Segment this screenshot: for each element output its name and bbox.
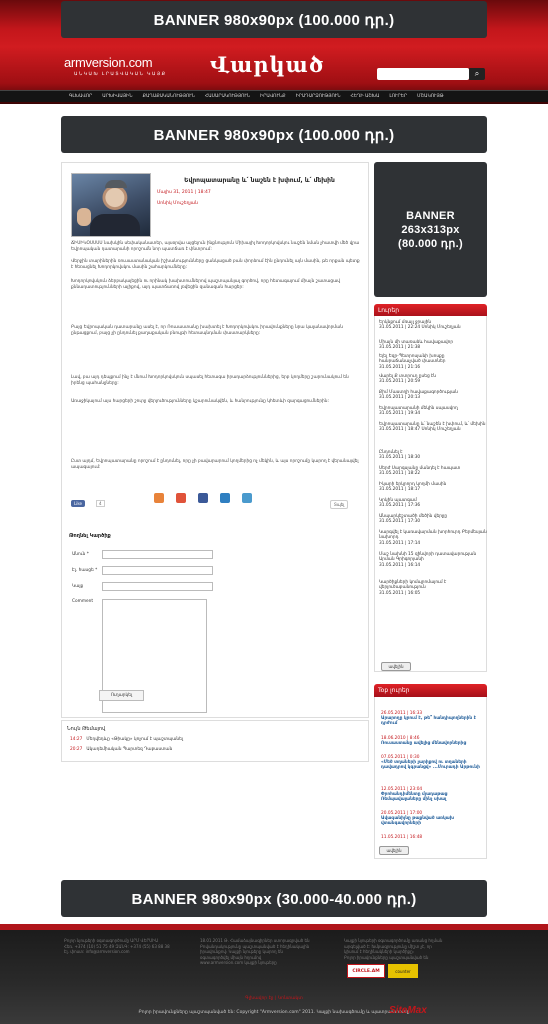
article-paragraph: Լավ, բա այդ դեպքում ինչ է մնում Խոդորկովսկուն սպասել հետագա իրադարձություններից, երբ կողմերը շարունակում են իրենց պահանջները: [71, 375, 349, 386]
top-news-date: 07.05.2011 | 0:30 [381, 755, 420, 760]
footer-line: Բոլոր իրավունքները պաշտպանված են [344, 954, 429, 960]
facebook-icon[interactable] [198, 493, 208, 503]
like-count: 4 [96, 500, 105, 507]
news-title[interactable]: Միայն մի տառաձև հավաքավոր [379, 340, 454, 345]
news-date: 31.05.2011 | 18:30 [379, 455, 421, 461]
news-item[interactable] [379, 406, 487, 417]
footer-line: օգտագործվել միայն հղումով [200, 954, 262, 960]
news-title[interactable]: Երկնքում մռայլ ջրային [379, 320, 432, 325]
related-item[interactable] [70, 747, 172, 752]
top-news-date: 26.05.2011 | 16:33 [381, 711, 423, 716]
footer-line: 18.01.2011 Թ. Համաձայնագիրներ ստորագրված են [200, 938, 310, 943]
twitter-icon[interactable] [220, 493, 230, 503]
news-date: 31.05.2011 | 18:22 [379, 471, 421, 477]
main-nav [0, 90, 548, 102]
nav-item[interactable]: ՔԱՂԱՔԱԿԱՆՈՒԹՅՈՒՆ [142, 94, 195, 99]
news-title[interactable]: Վարել Ք տտրուղ ըսեց էն [379, 374, 436, 379]
article-panel [61, 162, 369, 718]
side-banner-line: 263x313px [401, 223, 460, 236]
side-banner-line: BANNER [406, 209, 455, 222]
news-item[interactable] [379, 422, 487, 433]
logo-text: armversion.com [64, 55, 153, 70]
top-news-title[interactable]: Փրոհանդիմենտը մյադաթաց Ռեմպավալաները մինչ սխալ [381, 792, 448, 802]
news-title[interactable]: Եվրոպատարանը և՛ նաշեն է խփում, և՛ մեխին [379, 422, 486, 427]
news-item[interactable] [379, 580, 487, 596]
search-input[interactable] [377, 68, 469, 80]
news-item[interactable] [379, 374, 487, 385]
top-news-item[interactable] [381, 787, 481, 802]
news-title[interactable]: Քիմ Մաստղի հավաքագործության [379, 390, 458, 395]
rss-icon[interactable] [154, 493, 164, 503]
footer-line: կիսում է հեղինակների կարծիքը։ [344, 949, 414, 954]
news-item[interactable] [379, 498, 487, 509]
nav-item[interactable]: ԳԼԽԱՎՈՐ [69, 94, 93, 99]
top-news-title[interactable]: «Մեծ տղաների չարիքով ու տղաների դավադրով կգրանցվ» ...Մուրադի Արթունի [381, 760, 480, 770]
site-logo[interactable] [64, 55, 184, 83]
top-banner[interactable]: BANNER 980x90px (100.000 դր.) [61, 1, 487, 38]
news-date: 31.05.2011 | 16:14 [379, 562, 421, 568]
nav-item[interactable]: ՀԱՍԱՐԱԿՈՒԹՅՈՒՆ [204, 94, 251, 99]
news-title[interactable]: Եվրոպատարանի մեկին սպասվող [379, 406, 458, 411]
article-paragraph: ՃԻՍԻԿՕՍՍՍՍ նախկին սեփականատեր, այսօրվա այցելուն ինքնություն Միխայիլ Խոդորկովսկու նաշեն նման չհատվի մեծ վրա Եվրոպական դատարանի որոշումն նոր պատճառ է փնտրում: [71, 241, 360, 252]
news-heading: Լուրեր [374, 304, 487, 317]
nav-item[interactable]: ՀԵՂԻ ԱՇԽԱ [350, 94, 380, 99]
comment-label: Comment [72, 599, 94, 604]
news-item[interactable] [379, 482, 487, 493]
email-label: Էլ. hասցե * [72, 568, 98, 573]
news-item[interactable] [379, 514, 487, 525]
news-title[interactable]: Ընդունել է [379, 450, 403, 455]
news-item[interactable] [379, 552, 487, 568]
news-title[interactable]: Կարծիքների կոմպրոմայում է վերլուծաբանություն [379, 580, 447, 591]
news-date: 31.05.2011 | 20:59 [379, 379, 421, 385]
news-date: 31.05.2011 | 20:13 [379, 395, 421, 401]
news-title[interactable]: Կարգվել է կառավարման խորհուրդ Բերմեսյան նախորդ [379, 530, 487, 541]
article-author[interactable]: Սոնիկ Մուշեղյան [157, 201, 198, 206]
news-item[interactable] [379, 390, 487, 401]
related-time: 20:27 [70, 747, 83, 752]
footer-notes [200, 938, 320, 966]
top-news-date: 12.05.2011 | 23:04 [381, 787, 423, 792]
footer-band [0, 924, 548, 930]
related-title[interactable]: Ակադեմիական Պարտեզ Դաբաստան [86, 747, 173, 752]
news-title[interactable]: Մաշ նախնի 15 զինվորի դատավարության Արման Գրիգորյանի [379, 552, 477, 563]
top-news-list [374, 697, 487, 859]
news-date: 31.05.2011 | 18:47 Սոնիկ Մուշեղյան [379, 427, 461, 433]
top-news-item[interactable] [381, 755, 481, 770]
footer-line: իրավունքով։ Կայքի նյութերը կարող են [200, 949, 283, 954]
footer-line: Հեռ. +374 (10) 51 75 49 ԶԱՆԳ: +374 (55) 63 88 38 [64, 943, 170, 949]
footer-line: Բովանդակությունը պաշտպանված է հեղինակային [200, 943, 310, 949]
related-heading: Նույն Թեմայով [67, 726, 106, 732]
top-news-item[interactable] [381, 736, 481, 746]
site-field[interactable] [102, 582, 213, 591]
news-title[interactable]: Կրկին պատգամ [379, 498, 417, 503]
related-panel [61, 720, 369, 762]
top-news-title[interactable]: Ռուսաստանը ավելից մենավորներից [381, 741, 467, 746]
middle-banner[interactable]: BANNER 980x90px (100.000 դր.) [61, 116, 487, 153]
footer-line[interactable]: Էլ. փոստ: info@armversion.com [64, 949, 130, 954]
top-news-item[interactable] [381, 811, 481, 826]
news-date: 31.05.2011 | 22:24 Սոնիկ Մուշեղյան [379, 325, 461, 331]
news-date: 31.05.2011 | 21:38 [379, 345, 421, 351]
news-date: 31.05.2011 | 17:36 [379, 503, 421, 509]
top-news-more-button[interactable]: ավելին [379, 846, 409, 855]
news-title[interactable]: Սերժ Սարգսյանը մանդել է հապատ [379, 466, 461, 471]
top-news-title[interactable]: Ավագանիյնը թաքնված առկախ վտանգավորների [381, 816, 454, 826]
logo-subtext: ԱՆԿԱԽ ԼՐԱՏՎԱԿԱՆ ԿԱՅՔ [74, 71, 167, 76]
top-news-date: 18.06.2010 | 8:46 [381, 736, 420, 741]
submit-button[interactable]: Ուղարկել [99, 690, 144, 701]
related-time: 14:27 [70, 737, 83, 742]
news-date: 31.05.2011 | 16:05 [379, 590, 421, 596]
news-item[interactable] [379, 320, 487, 331]
nav-item[interactable]: ԻՐԱՎՈՒՆՔ [260, 94, 286, 99]
site-label: Կայք [72, 584, 84, 589]
news-date: 31.05.2011 | 17:30 [379, 519, 421, 525]
article-paragraph: Խոդորկովսկուն ձերբակալեցին ու որինակ խախտումներով պաշտպանյալ գործով, որը հետագայում միայն շատացավ քննադատությունների ալիքով, այդ պատճառով լռվեցին զանազան հարցեր: [71, 279, 341, 290]
news-list [374, 316, 487, 672]
comment-heading: Թողնել Կարծիք [69, 533, 111, 539]
article-paragraph: Առաջիկայում այս հարցերի շուրջ վերլուծությունները կշարունակվեն, և հանրությունը կհետևի զարգացումներին: [71, 399, 329, 404]
name-field[interactable] [102, 550, 213, 559]
top-news-date: 20.05.2011 | 17:00 [381, 811, 423, 816]
news-more-button[interactable]: ավելին [381, 662, 411, 671]
news-item[interactable] [379, 450, 487, 461]
related-title[interactable]: Մեդվեդևը «Թիակը» կոչում է պաշտպանել [86, 737, 184, 742]
circle-am-badge[interactable]: CIRCLE.AM [347, 964, 385, 978]
footer-line: Կայքի նյութերի օգտագործումը առանց հղման [344, 938, 443, 943]
section-title: Վարկած [210, 52, 325, 77]
like-button[interactable]: Like [71, 500, 85, 507]
news-date: 31.05.2011 | 18:17 [379, 487, 421, 493]
nav-item[interactable]: ԻՐԱԴԱՐՁՈՒԹՅՈՒՆ [295, 94, 341, 99]
article-paragraph: Վերջին տարիներին ռուսաստանական իշխանությունները ցանկացած բան փորձում էին ընդունել այն մասին, թե որքան պետք է հեռացնել Խոդորկովսկու մասին շահարկումները: [71, 259, 360, 270]
top-news-heading: Top լուրեր [374, 684, 487, 697]
news-item[interactable] [379, 466, 487, 477]
top-news-item[interactable] [381, 835, 481, 840]
top-news-date: 11.05.2011 | 16:48 [381, 835, 423, 840]
footer-links[interactable]: Գլխավոր էջ | Կոնտակտ [245, 996, 303, 1001]
share-icons [154, 493, 252, 503]
sitemax-logo[interactable]: SiteMax [389, 1005, 427, 1016]
share-icon[interactable] [242, 493, 252, 503]
news-title[interactable]: Անպարկեշտածի մեծին վերջը [379, 514, 448, 519]
article-title: Եվրոպատարանը և՛ նաշեն է խփում, և՛ մեխին [184, 177, 335, 184]
footer-line: արգելված է: Խմբագրությունը միշտ չէ, որ [344, 943, 432, 949]
news-item[interactable] [379, 530, 487, 546]
nav-item[interactable]: ՄՇԱԿՈՒՅԹ [417, 94, 444, 99]
article-date: Մայիս 31, 2011 | 18:47 [157, 190, 211, 195]
counter-badge[interactable]: counter [388, 964, 418, 978]
name-label: Անուն * [72, 552, 89, 557]
site-header [0, 0, 548, 104]
top-news-title[interactable]: Արարողը կրում է, թե՞ հանդիպողներին է դրժում [381, 716, 477, 726]
top-news-item[interactable] [381, 711, 481, 726]
footer-contacts [64, 938, 184, 955]
news-date: 31.05.2011 | 21:16 [379, 364, 421, 370]
article-paragraph: Բայց Եվրոպական դատարանը ասել է, որ Ռուսաստանը խախտել է Խոդորկովսկու իրավունքները նրա կալանավորման ընթացքում, բայց չի ընդունել քաղաքական բնույթի հետապնդման փաստարկները: [71, 325, 343, 336]
related-item[interactable] [70, 737, 183, 742]
bookmark-icon[interactable] [176, 493, 186, 503]
news-date: 31.05.2011 | 19:34 [379, 411, 421, 417]
nav-item[interactable]: ԱՐԽԻՎԱՅԻՆ [102, 94, 133, 99]
news-title[interactable]: Իկարի երկրորդ կողմի մասին [379, 482, 447, 487]
footer-disclaimer [344, 938, 464, 960]
news-item[interactable] [379, 354, 487, 370]
email-field[interactable] [102, 566, 213, 575]
news-date: 31.05.2011 | 17:14 [379, 540, 421, 546]
article-paragraph: Ըստ այդմ, Եվրոպատարանը որոշում է ընդունել, որը չի բավարարում կողմերից ոչ մեկին, և այս որոշումը կարող է վերանայվել ապագայում: [71, 459, 359, 470]
footer-line: Բոլոր նյութերի օգտագործումը ԱՐՄ ՎԵՐՍԻԱ [64, 938, 159, 943]
side-banner-line: (80.000 դր.) [398, 237, 463, 250]
article-photo [71, 173, 151, 237]
news-item[interactable] [379, 340, 487, 351]
news-title[interactable]: Ելել Եզր-Պետրոսյանի խոսքը հանրաճանաչված փաստներ [379, 354, 446, 365]
search-icon[interactable]: ⌕ [469, 68, 485, 80]
print-button[interactable]: Տպել [330, 500, 348, 509]
nav-item[interactable]: ԼՈՒՐԵՐ [389, 94, 408, 99]
footer-line: www.armversion.com կայքի նյութերը [200, 960, 277, 965]
side-banner[interactable] [374, 162, 487, 297]
bottom-banner[interactable]: BANNER 980x90px (30.000-40.000 դր.) [61, 880, 487, 917]
copyright-text: Բոլոր իրավունքները պաշտպանված են: Copyright "Armversion.com" 2011. Կայքի նախագծումը և պատրաստումը [138, 1010, 410, 1015]
